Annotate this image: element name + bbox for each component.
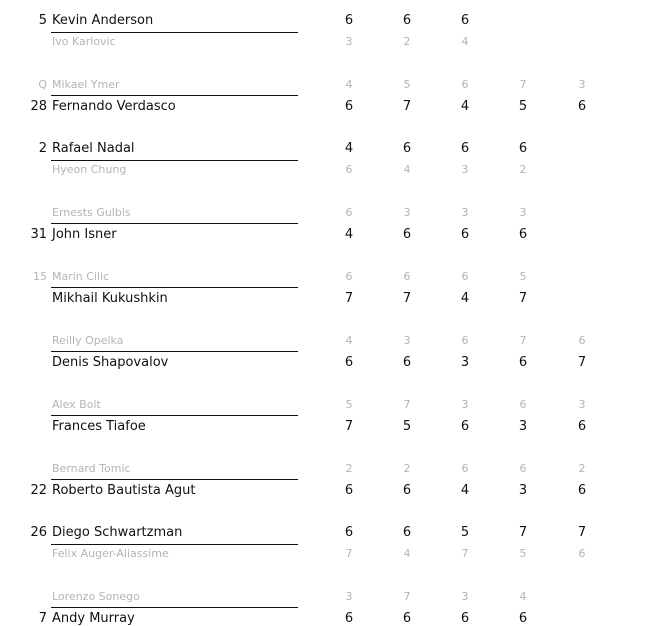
- match-divider: [51, 351, 298, 352]
- player-name[interactable]: Kevin Anderson: [52, 12, 154, 28]
- set-score: 6: [461, 333, 469, 347]
- player-name[interactable]: Denis Shapovalov: [52, 354, 169, 370]
- set-score: 6: [518, 226, 528, 242]
- set-score: 5: [345, 397, 353, 411]
- match-divider: [51, 607, 298, 608]
- set-score: 6: [402, 226, 412, 242]
- set-score: 2: [345, 461, 353, 475]
- set-score: 3: [345, 589, 353, 603]
- match-divider: [51, 479, 298, 480]
- set-score: 6: [402, 610, 412, 626]
- set-score: 7: [403, 589, 411, 603]
- set-score: 3: [519, 205, 527, 219]
- player-name[interactable]: John Isner: [52, 226, 117, 242]
- set-score: 6: [402, 140, 412, 156]
- set-score: 6: [578, 333, 586, 347]
- player-name[interactable]: Reilly Opelka: [52, 333, 124, 347]
- set-score: 7: [577, 354, 587, 370]
- set-score: 3: [578, 77, 586, 91]
- set-score: 2: [403, 34, 411, 48]
- set-score: 2: [519, 162, 527, 176]
- set-score: 6: [344, 610, 354, 626]
- set-score: 5: [518, 98, 528, 114]
- set-score: 6: [403, 269, 411, 283]
- player-seed: 22: [30, 482, 47, 498]
- set-score: 6: [577, 418, 587, 434]
- set-score: 6: [461, 461, 469, 475]
- set-score: 7: [403, 397, 411, 411]
- set-score: 4: [519, 589, 527, 603]
- match-divider: [51, 223, 298, 224]
- set-score: 3: [461, 589, 469, 603]
- set-score: 3: [518, 482, 528, 498]
- match-divider: [51, 95, 298, 96]
- set-score: 5: [403, 77, 411, 91]
- player-seed: 2: [38, 140, 47, 156]
- set-score: 4: [344, 226, 354, 242]
- set-score: 6: [460, 12, 470, 28]
- match-divider: [51, 160, 298, 161]
- set-score: 7: [461, 546, 469, 560]
- set-score: 4: [403, 546, 411, 560]
- set-score: 7: [577, 524, 587, 540]
- set-score: 7: [344, 290, 354, 306]
- set-score: 6: [461, 77, 469, 91]
- player-name[interactable]: Andy Murray: [52, 610, 135, 626]
- set-score: 6: [402, 524, 412, 540]
- player-name[interactable]: Mikael Ymer: [52, 77, 120, 91]
- set-score: 4: [460, 290, 470, 306]
- player-seed: 28: [30, 98, 47, 114]
- set-score: 6: [461, 269, 469, 283]
- set-score: 6: [402, 482, 412, 498]
- set-score: 6: [344, 98, 354, 114]
- set-score: 6: [577, 482, 587, 498]
- player-seed: 31: [30, 226, 47, 242]
- set-score: 6: [345, 162, 353, 176]
- player-name[interactable]: Lorenzo Sonego: [52, 589, 140, 603]
- set-score: 6: [344, 354, 354, 370]
- player-name[interactable]: Fernando Verdasco: [52, 98, 176, 114]
- set-score: 7: [344, 418, 354, 434]
- player-name[interactable]: Hyeon Chung: [52, 162, 127, 176]
- player-name[interactable]: Felix Auger-Aliassime: [52, 546, 169, 560]
- set-score: 4: [460, 482, 470, 498]
- set-score: 6: [518, 354, 528, 370]
- set-score: 2: [403, 461, 411, 475]
- set-score: 7: [345, 546, 353, 560]
- set-score: 6: [577, 98, 587, 114]
- set-score: 7: [518, 290, 528, 306]
- set-score: 4: [403, 162, 411, 176]
- match-divider: [51, 415, 298, 416]
- player-name[interactable]: Bernard Tomic: [52, 461, 131, 475]
- set-score: 3: [461, 205, 469, 219]
- player-name[interactable]: Ivo Karlovic: [52, 34, 116, 48]
- player-name[interactable]: Marin Cilic: [52, 269, 110, 283]
- set-score: 7: [402, 290, 412, 306]
- set-score: 5: [519, 269, 527, 283]
- set-score: 6: [460, 610, 470, 626]
- player-name[interactable]: Roberto Bautista Agut: [52, 482, 196, 498]
- set-score: 7: [519, 77, 527, 91]
- set-score: 4: [344, 140, 354, 156]
- set-score: 4: [345, 333, 353, 347]
- match-divider: [51, 544, 298, 545]
- set-score: 3: [461, 397, 469, 411]
- set-score: 6: [519, 461, 527, 475]
- player-seed: Q: [38, 77, 47, 91]
- set-score: 6: [578, 546, 586, 560]
- set-score: 3: [403, 333, 411, 347]
- set-score: 6: [345, 269, 353, 283]
- match-divider: [51, 32, 298, 33]
- player-seed: 15: [33, 269, 47, 283]
- set-score: 7: [402, 98, 412, 114]
- set-score: 5: [460, 524, 470, 540]
- set-score: 3: [460, 354, 470, 370]
- player-name[interactable]: Diego Schwartzman: [52, 524, 183, 540]
- set-score: 6: [518, 610, 528, 626]
- set-score: 6: [519, 397, 527, 411]
- set-score: 6: [460, 226, 470, 242]
- set-score: 3: [518, 418, 528, 434]
- set-score: 4: [461, 34, 469, 48]
- set-score: 3: [345, 34, 353, 48]
- set-score: 4: [460, 98, 470, 114]
- set-score: 3: [403, 205, 411, 219]
- set-score: 5: [402, 418, 412, 434]
- set-score: 4: [345, 77, 353, 91]
- set-score: 5: [519, 546, 527, 560]
- set-score: 6: [344, 524, 354, 540]
- set-score: 7: [518, 524, 528, 540]
- set-score: 3: [461, 162, 469, 176]
- set-score: 6: [518, 140, 528, 156]
- player-name[interactable]: Frances Tiafoe: [52, 418, 146, 434]
- set-score: 6: [460, 418, 470, 434]
- set-score: 7: [519, 333, 527, 347]
- player-name[interactable]: Mikhail Kukushkin: [52, 290, 168, 306]
- set-score: 6: [402, 12, 412, 28]
- player-name[interactable]: Alex Bolt: [52, 397, 101, 411]
- set-score: 6: [344, 12, 354, 28]
- player-name[interactable]: Ernests Gulbis: [52, 205, 131, 219]
- set-score: 2: [578, 461, 586, 475]
- player-seed: 5: [38, 12, 47, 28]
- match-divider: [51, 287, 298, 288]
- player-name[interactable]: Rafael Nadal: [52, 140, 135, 156]
- set-score: 6: [344, 482, 354, 498]
- set-score: 6: [402, 354, 412, 370]
- player-seed: 26: [30, 524, 47, 540]
- set-score: 3: [578, 397, 586, 411]
- set-score: 6: [345, 205, 353, 219]
- player-seed: 7: [38, 610, 47, 626]
- set-score: 6: [460, 140, 470, 156]
